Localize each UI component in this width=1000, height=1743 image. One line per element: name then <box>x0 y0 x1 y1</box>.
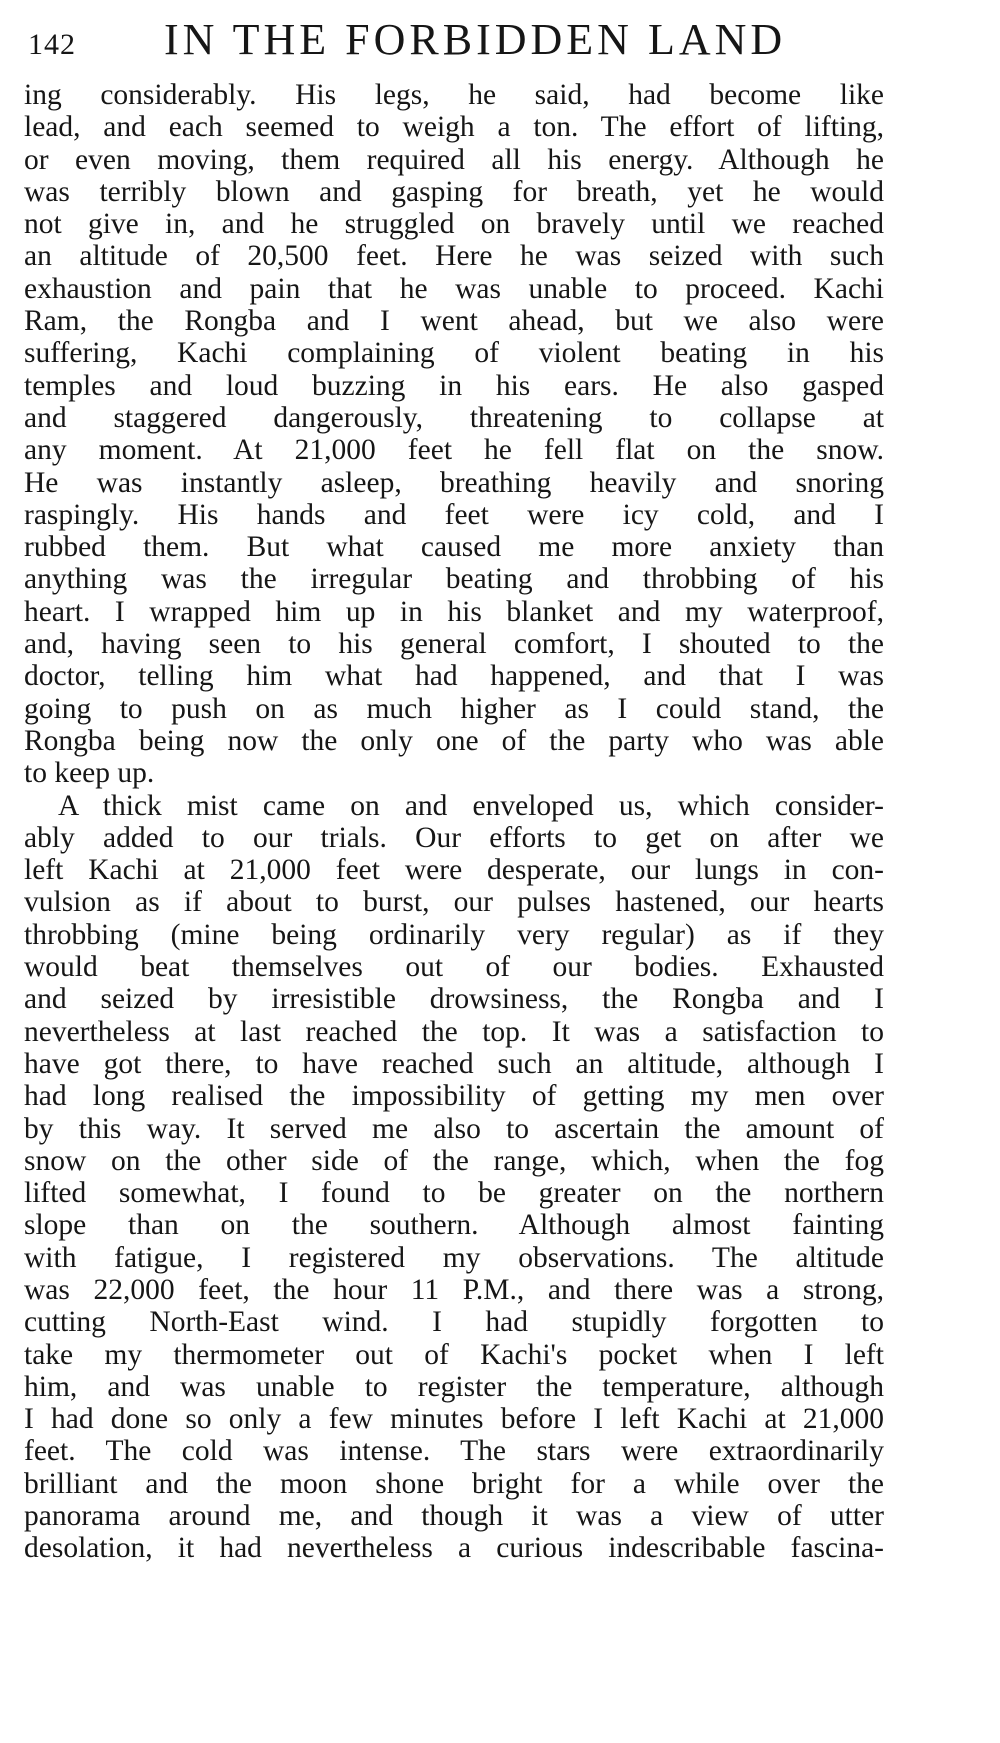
text-line: cutting North-East wind. I had stupidly forgotten to <box>24 1306 884 1339</box>
text-line: raspingly. His hands and feet were icy cold, and I <box>24 498 884 531</box>
paragraph-2 <box>24 790 884 1565</box>
text-line: suffering, Kachi complaining of violent beating in his <box>24 337 884 370</box>
book-title: IN THE FORBIDDEN LAND <box>164 15 787 64</box>
text-line: lead, and each seemed to weigh a ton. The effort of lifting, <box>24 111 884 144</box>
text-line: temples and loud buzzing in his ears. He also gasped <box>24 369 884 402</box>
text-line: left Kachi at 21,000 feet were desperate, our lungs in con- <box>24 854 884 887</box>
text-line: throbbing (mine being ordinarily very regular) as if they <box>24 918 884 951</box>
text-line: to keep up. <box>24 757 155 790</box>
text-line: Ram, the Rongba and I went ahead, but we also were <box>24 305 884 338</box>
text-line: nevertheless at last reached the top. It was a satisfaction to <box>24 1015 884 1048</box>
text-line: desolation, it had nevertheless a curious indescribable fascina- <box>24 1532 884 1565</box>
text-line: had long realised the impossibility of getting my men over <box>24 1080 884 1113</box>
text-line: Rongba being now the only one of the party who was able <box>24 724 884 757</box>
text-line: heart. I wrapped him up in his blanket and my waterproof, <box>24 595 884 628</box>
page-number: 142 <box>28 28 76 61</box>
text-line: with fatigue, I registered my observations. The altitude <box>24 1241 884 1274</box>
text-line: an altitude of 20,500 feet. Here he was seized with such <box>24 240 884 273</box>
running-head <box>24 14 884 74</box>
text-line: going to push on as much higher as I could stand, the <box>24 692 884 725</box>
text-line: any moment. At 21,000 feet he fell flat on the snow. <box>24 434 884 467</box>
text-line: have got there, to have reached such an altitude, although I <box>24 1047 884 1080</box>
text-line: anything was the irregular beating and throbbing of his <box>24 563 884 596</box>
body-text <box>24 79 884 1565</box>
text-line: ing considerably. His legs, he said, had become like <box>24 79 884 111</box>
text-line: doctor, telling him what had happened, and that I was <box>24 660 884 693</box>
text-line: He was instantly asleep, breathing heavily and snoring <box>24 466 884 499</box>
text-line: rubbed them. But what caused me more anxiety than <box>24 531 884 564</box>
text-line: I had done so only a few minutes before I left Kachi at 21,000 <box>24 1403 884 1436</box>
text-line: panorama around me, and though it was a view of utter <box>24 1500 884 1533</box>
text-line: him, and was unable to register the temperature, although <box>24 1370 884 1403</box>
paragraph-1 <box>24 79 884 790</box>
text-line: brilliant and the moon shone bright for a while over the <box>24 1467 884 1500</box>
text-line: and, having seen to his general comfort, I shouted to the <box>24 628 884 661</box>
text-line: or even moving, them required all his energy. Although he <box>24 143 884 176</box>
text-line: lifted somewhat, I found to be greater on the northern <box>24 1177 884 1210</box>
text-line: A thick mist came on and enveloped us, which consider- <box>58 789 884 822</box>
text-line: snow on the other side of the range, which, when the fog <box>24 1144 884 1177</box>
text-line: exhaustion and pain that he was unable to proceed. Kachi <box>24 272 884 305</box>
text-line: by this way. It served me also to ascertain the amount of <box>24 1112 884 1145</box>
text-line: take my thermometer out of Kachi's pocket when I left <box>24 1338 884 1371</box>
text-line: feet. The cold was intense. The stars were extraordinarily <box>24 1435 884 1468</box>
text-line: slope than on the southern. Although almost fainting <box>24 1209 884 1242</box>
text-line: and staggered dangerously, threatening to collapse at <box>24 401 884 434</box>
text-line: not give in, and he struggled on bravely until we reached <box>24 208 884 241</box>
text-line: would beat themselves out of our bodies. Exhausted <box>24 951 884 984</box>
text-line: ably added to our trials. Our efforts to get on after we <box>24 821 884 854</box>
text-line: and seized by irresistible drowsiness, the Rongba and I <box>24 983 884 1016</box>
text-line: was 22,000 feet, the hour 11 P.M., and there was a strong, <box>24 1273 884 1306</box>
text-line: was terribly blown and gasping for breath, yet he would <box>24 175 884 208</box>
text-line: vulsion as if about to burst, our pulses hastened, our hearts <box>24 886 884 919</box>
